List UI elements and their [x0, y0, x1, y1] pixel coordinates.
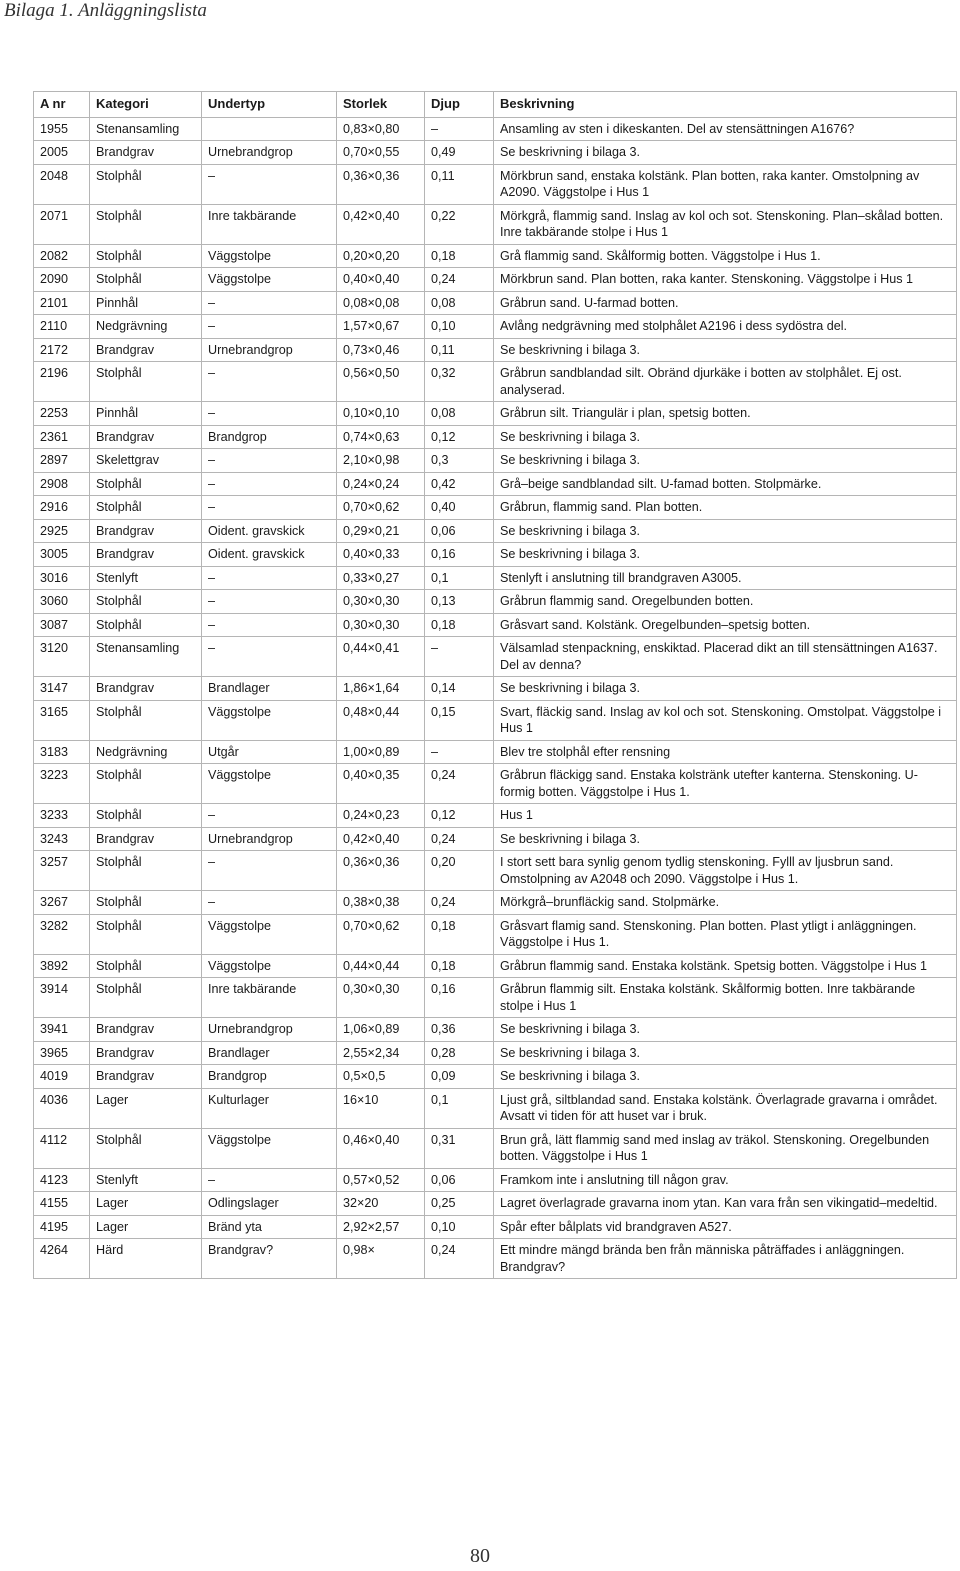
cell-djup: 0,22 [425, 204, 494, 244]
header-beskrivning: Beskrivning [494, 92, 957, 118]
table-row [34, 244, 957, 268]
cell-undertyp: Urnebrandgrop [202, 827, 337, 851]
cell-kategori: Stolphål [90, 164, 202, 204]
cell-undertyp: Väggstolpe [202, 268, 337, 292]
cell-kategori: Stolphål [90, 914, 202, 954]
cell-beskrivning: Välsamlad stenpackning, enskiktad. Placerad dikt an till stensättningen A1637. Del av denna? [494, 637, 957, 677]
cell-beskrivning: Stenlyft i anslutning till brandgraven A3005. [494, 566, 957, 590]
table-row [34, 268, 957, 292]
cell-djup: 0,16 [425, 543, 494, 567]
cell-kategori: Stolphål [90, 613, 202, 637]
cell-kategori: Stolphål [90, 700, 202, 740]
cell-undertyp: Oident. gravskick [202, 519, 337, 543]
cell-djup: 0,10 [425, 315, 494, 339]
cell-kategori: Brandgrav [90, 827, 202, 851]
table-row [34, 804, 957, 828]
cell-kategori: Härd [90, 1239, 202, 1279]
cell-a-nr: 4123 [34, 1168, 90, 1192]
cell-storlek: 0,24×0,24 [337, 472, 425, 496]
table-row [34, 613, 957, 637]
cell-djup: 0,20 [425, 851, 494, 891]
cell-beskrivning: Se beskrivning i bilaga 3. [494, 827, 957, 851]
cell-beskrivning: Se beskrivning i bilaga 3. [494, 519, 957, 543]
cell-beskrivning: Mörkbrun sand, enstaka kolstänk. Plan botten, raka kanter. Omstolpning av A2090. Väggstolpe i Hus 1 [494, 164, 957, 204]
cell-storlek: 0,38×0,38 [337, 891, 425, 915]
cell-djup: 0,24 [425, 827, 494, 851]
cell-a-nr: 3941 [34, 1018, 90, 1042]
cell-djup: 0,12 [425, 425, 494, 449]
cell-undertyp: – [202, 637, 337, 677]
header-a-nr: A nr [34, 92, 90, 118]
cell-beskrivning: Brun grå, lätt flammig sand med inslag av träkol. Stenskoning. Oregelbunden botten. Väggstolpe i Hus 1 [494, 1128, 957, 1168]
cell-kategori: Brandgrav [90, 519, 202, 543]
cell-undertyp: Utgår [202, 740, 337, 764]
cell-beskrivning: Ljust grå, siltblandad sand. Enstaka kolstänk. Överlagrade gravarna i området. Avsatt vi tiden för att huset var i bruk. [494, 1088, 957, 1128]
cell-undertyp: Brandgrav? [202, 1239, 337, 1279]
cell-kategori: Lager [90, 1192, 202, 1216]
cell-a-nr: 4019 [34, 1065, 90, 1089]
cell-storlek: 0,36×0,36 [337, 164, 425, 204]
cell-beskrivning: Gråbrun flammig silt. Enstaka kolstänk. Skålformig botten. Inre takbärande stolpe i Hus 1 [494, 978, 957, 1018]
cell-djup: 0,24 [425, 764, 494, 804]
table-row [34, 827, 957, 851]
cell-beskrivning: Gråsvart flamig sand. Stenskoning. Plan botten. Plast ytligt i anläggningen. Väggstolpe i Hus 1. [494, 914, 957, 954]
cell-djup: 0,16 [425, 978, 494, 1018]
cell-storlek: 0,70×0,55 [337, 141, 425, 165]
cell-undertyp: Inre takbärande [202, 978, 337, 1018]
table-row [34, 764, 957, 804]
cell-kategori: Stolphål [90, 496, 202, 520]
cell-a-nr: 2071 [34, 204, 90, 244]
table-row [34, 543, 957, 567]
table-row [34, 496, 957, 520]
cell-undertyp: – [202, 449, 337, 473]
cell-storlek: 1,00×0,89 [337, 740, 425, 764]
table-row [34, 1168, 957, 1192]
cell-kategori: Brandgrav [90, 1018, 202, 1042]
cell-kategori: Brandgrav [90, 1065, 202, 1089]
cell-djup: 0,08 [425, 291, 494, 315]
cell-storlek: 0,08×0,08 [337, 291, 425, 315]
cell-kategori: Stolphål [90, 472, 202, 496]
table-row [34, 141, 957, 165]
cell-djup: 0,12 [425, 804, 494, 828]
cell-a-nr: 3223 [34, 764, 90, 804]
cell-a-nr: 4112 [34, 1128, 90, 1168]
cell-beskrivning: Gråbrun, flammig sand. Plan botten. [494, 496, 957, 520]
cell-djup: 0,40 [425, 496, 494, 520]
cell-beskrivning: Se beskrivning i bilaga 3. [494, 449, 957, 473]
cell-undertyp: Urnebrandgrop [202, 1018, 337, 1042]
cell-undertyp: – [202, 1168, 337, 1192]
cell-beskrivning: Spår efter bålplats vid brandgraven A527. [494, 1215, 957, 1239]
cell-a-nr: 2916 [34, 496, 90, 520]
page-number: 80 [470, 1545, 490, 1567]
table-row [34, 117, 957, 141]
cell-djup: – [425, 117, 494, 141]
cell-storlek: 0,30×0,30 [337, 613, 425, 637]
cell-undertyp: Urnebrandgrop [202, 141, 337, 165]
cell-undertyp: – [202, 851, 337, 891]
cell-djup: 0,09 [425, 1065, 494, 1089]
cell-storlek: 1,57×0,67 [337, 315, 425, 339]
cell-djup: 0,28 [425, 1041, 494, 1065]
cell-storlek: 0,30×0,30 [337, 590, 425, 614]
cell-a-nr: 3165 [34, 700, 90, 740]
cell-a-nr: 3282 [34, 914, 90, 954]
cell-storlek: 16×10 [337, 1088, 425, 1128]
cell-storlek: 1,06×0,89 [337, 1018, 425, 1042]
cell-kategori: Pinnhål [90, 402, 202, 426]
cell-djup: 0,15 [425, 700, 494, 740]
cell-a-nr: 3016 [34, 566, 90, 590]
cell-storlek: 0,46×0,40 [337, 1128, 425, 1168]
cell-storlek: 0,24×0,23 [337, 804, 425, 828]
table-row [34, 700, 957, 740]
table-row [34, 204, 957, 244]
cell-storlek: 0,40×0,33 [337, 543, 425, 567]
cell-kategori: Stolphål [90, 590, 202, 614]
cell-kategori: Lager [90, 1088, 202, 1128]
cell-djup: 0,18 [425, 613, 494, 637]
cell-kategori: Brandgrav [90, 425, 202, 449]
cell-a-nr: 3087 [34, 613, 90, 637]
cell-storlek: 0,57×0,52 [337, 1168, 425, 1192]
cell-storlek: 2,55×2,34 [337, 1041, 425, 1065]
header-undertyp: Undertyp [202, 92, 337, 118]
table-row [34, 677, 957, 701]
cell-undertyp: – [202, 291, 337, 315]
cell-kategori: Brandgrav [90, 543, 202, 567]
cell-kategori: Brandgrav [90, 1041, 202, 1065]
cell-kategori: Stolphål [90, 891, 202, 915]
cell-kategori: Stolphål [90, 1128, 202, 1168]
cell-storlek: 0,20×0,20 [337, 244, 425, 268]
cell-beskrivning: I stort sett bara synlig genom tydlig stenskoning. Fylll av ljusbrun sand. Omstolpning av A2048 och 2090. Väggstolpe i Hus 1. [494, 851, 957, 891]
cell-undertyp: – [202, 566, 337, 590]
cell-beskrivning: Ansamling av sten i dikeskanten. Del av stensättningen A1676? [494, 117, 957, 141]
cell-djup: 0,3 [425, 449, 494, 473]
cell-kategori: Brandgrav [90, 141, 202, 165]
table-row [34, 449, 957, 473]
cell-djup: 0,1 [425, 566, 494, 590]
cell-a-nr: 1955 [34, 117, 90, 141]
cell-a-nr: 3892 [34, 954, 90, 978]
cell-a-nr: 2090 [34, 268, 90, 292]
cell-a-nr: 2253 [34, 402, 90, 426]
cell-storlek: 0,33×0,27 [337, 566, 425, 590]
cell-a-nr: 3183 [34, 740, 90, 764]
table-row [34, 566, 957, 590]
cell-storlek: 32×20 [337, 1192, 425, 1216]
cell-beskrivning: Gråbrun sandblandad silt. Obränd djurkäke i botten av stolphålet. Ej ost. analyserad. [494, 362, 957, 402]
table-row [34, 315, 957, 339]
cell-djup: 0,32 [425, 362, 494, 402]
feature-table [33, 91, 957, 1279]
table-row [34, 402, 957, 426]
cell-undertyp: Urnebrandgrop [202, 338, 337, 362]
cell-beskrivning: Gråbrun flammig sand. Enstaka kolstänk. Spetsig botten. Väggstolpe i Hus 1 [494, 954, 957, 978]
cell-kategori: Stolphål [90, 244, 202, 268]
cell-storlek: 0,48×0,44 [337, 700, 425, 740]
cell-a-nr: 4036 [34, 1088, 90, 1128]
cell-beskrivning: Se beskrivning i bilaga 3. [494, 338, 957, 362]
table-row [34, 1192, 957, 1216]
cell-beskrivning: Hus 1 [494, 804, 957, 828]
table-row [34, 1215, 957, 1239]
cell-beskrivning: Mörkbrun sand. Plan botten, raka kanter. Stenskoning. Väggstolpe i Hus 1 [494, 268, 957, 292]
cell-storlek: 0,40×0,35 [337, 764, 425, 804]
cell-beskrivning: Se beskrivning i bilaga 3. [494, 141, 957, 165]
cell-djup: 0,42 [425, 472, 494, 496]
cell-kategori: Stolphål [90, 978, 202, 1018]
cell-djup: 0,11 [425, 164, 494, 204]
cell-djup: 0,49 [425, 141, 494, 165]
cell-kategori: Stolphål [90, 362, 202, 402]
table-row [34, 291, 957, 315]
cell-djup: 0,24 [425, 268, 494, 292]
table-row [34, 472, 957, 496]
cell-djup: – [425, 637, 494, 677]
table-header-row [34, 92, 957, 118]
cell-beskrivning: Grå flammig sand. Skålformig botten. Väggstolpe i Hus 1. [494, 244, 957, 268]
cell-undertyp: Väggstolpe [202, 914, 337, 954]
cell-kategori: Nedgrävning [90, 315, 202, 339]
table-row [34, 978, 957, 1018]
cell-undertyp: Oident. gravskick [202, 543, 337, 567]
cell-a-nr: 3060 [34, 590, 90, 614]
cell-storlek: 0,74×0,63 [337, 425, 425, 449]
cell-undertyp: Väggstolpe [202, 1128, 337, 1168]
cell-kategori: Pinnhål [90, 291, 202, 315]
cell-djup: 0,14 [425, 677, 494, 701]
cell-kategori: Stenansamling [90, 117, 202, 141]
cell-storlek: 1,86×1,64 [337, 677, 425, 701]
cell-undertyp: – [202, 613, 337, 637]
cell-undertyp: Kulturlager [202, 1088, 337, 1128]
cell-beskrivning: Mörkgrå, flammig sand. Inslag av kol och sot. Stenskoning. Plan–skålad botten. Inre takbärande stolpe i Hus 1 [494, 204, 957, 244]
cell-undertyp: Brandlager [202, 677, 337, 701]
cell-djup: 0,36 [425, 1018, 494, 1042]
cell-undertyp: Bränd yta [202, 1215, 337, 1239]
table-row [34, 1088, 957, 1128]
table-row [34, 914, 957, 954]
table-row [34, 637, 957, 677]
cell-djup: 0,13 [425, 590, 494, 614]
cell-a-nr: 3243 [34, 827, 90, 851]
cell-djup: 0,18 [425, 914, 494, 954]
cell-undertyp: – [202, 472, 337, 496]
table-row [34, 1128, 957, 1168]
cell-kategori: Stenlyft [90, 1168, 202, 1192]
cell-djup: 0,06 [425, 1168, 494, 1192]
cell-a-nr: 2925 [34, 519, 90, 543]
cell-beskrivning: Se beskrivning i bilaga 3. [494, 1065, 957, 1089]
cell-storlek: 0,10×0,10 [337, 402, 425, 426]
cell-undertyp: Väggstolpe [202, 700, 337, 740]
cell-kategori: Stolphål [90, 764, 202, 804]
table-row [34, 1239, 957, 1279]
cell-beskrivning: Se beskrivning i bilaga 3. [494, 677, 957, 701]
cell-djup: 0,24 [425, 1239, 494, 1279]
cell-a-nr: 3267 [34, 891, 90, 915]
table-row [34, 338, 957, 362]
cell-storlek: 0,42×0,40 [337, 827, 425, 851]
cell-undertyp: – [202, 164, 337, 204]
cell-undertyp: – [202, 315, 337, 339]
cell-undertyp [202, 117, 337, 141]
table-row [34, 164, 957, 204]
table-row [34, 891, 957, 915]
table-row [34, 1065, 957, 1089]
cell-beskrivning: Se beskrivning i bilaga 3. [494, 543, 957, 567]
cell-undertyp: Inre takbärande [202, 204, 337, 244]
cell-undertyp: Brandgrop [202, 1065, 337, 1089]
table-row [34, 1041, 957, 1065]
cell-beskrivning: Se beskrivning i bilaga 3. [494, 1018, 957, 1042]
cell-storlek: 2,92×2,57 [337, 1215, 425, 1239]
table-row [34, 425, 957, 449]
cell-storlek: 0,5×0,5 [337, 1065, 425, 1089]
cell-undertyp: Brandgrop [202, 425, 337, 449]
cell-a-nr: 3147 [34, 677, 90, 701]
cell-a-nr: 3005 [34, 543, 90, 567]
cell-storlek: 0,30×0,30 [337, 978, 425, 1018]
cell-storlek: 0,83×0,80 [337, 117, 425, 141]
cell-a-nr: 3914 [34, 978, 90, 1018]
cell-a-nr: 4155 [34, 1192, 90, 1216]
cell-a-nr: 3965 [34, 1041, 90, 1065]
cell-kategori: Stolphål [90, 804, 202, 828]
cell-beskrivning: Grå–beige sandblandad silt. U-famad botten. Stolpmärke. [494, 472, 957, 496]
cell-storlek: 0,36×0,36 [337, 851, 425, 891]
cell-undertyp: – [202, 362, 337, 402]
cell-djup: 0,31 [425, 1128, 494, 1168]
cell-beskrivning: Svart, fläckig sand. Inslag av kol och sot. Stenskoning. Omstolpat. Väggstolpe i Hus 1 [494, 700, 957, 740]
cell-undertyp: Väggstolpe [202, 244, 337, 268]
cell-beskrivning: Gråbrun fläckigg sand. Enstaka kolstränk utefter kanterna. Stenskoning. U-formig botten. Väggstolpe i Hus 1. [494, 764, 957, 804]
cell-a-nr: 2172 [34, 338, 90, 362]
table-row [34, 362, 957, 402]
cell-storlek: 0,40×0,40 [337, 268, 425, 292]
cell-kategori: Stolphål [90, 851, 202, 891]
cell-kategori: Nedgrävning [90, 740, 202, 764]
cell-storlek: 0,44×0,41 [337, 637, 425, 677]
cell-djup: 0,24 [425, 891, 494, 915]
cell-undertyp: Brandlager [202, 1041, 337, 1065]
cell-beskrivning: Lagret överlagrade gravarna inom ytan. Kan vara från sen vikingatid–medeltid. [494, 1192, 957, 1216]
cell-beskrivning: Se beskrivning i bilaga 3. [494, 1041, 957, 1065]
cell-beskrivning: Gråbrun silt. Triangulär i plan, spetsig botten. [494, 402, 957, 426]
cell-undertyp: Väggstolpe [202, 954, 337, 978]
cell-a-nr: 2110 [34, 315, 90, 339]
cell-undertyp: – [202, 496, 337, 520]
cell-undertyp: Odlingslager [202, 1192, 337, 1216]
page-heading: Bilaga 1. Anläggningslista [4, 0, 207, 21]
cell-storlek: 0,73×0,46 [337, 338, 425, 362]
table-body [34, 117, 957, 1279]
cell-storlek: 0,44×0,44 [337, 954, 425, 978]
table-row [34, 851, 957, 891]
cell-djup: 0,18 [425, 244, 494, 268]
cell-djup: – [425, 740, 494, 764]
cell-kategori: Stenlyft [90, 566, 202, 590]
cell-undertyp: – [202, 804, 337, 828]
cell-storlek: 0,70×0,62 [337, 914, 425, 954]
cell-a-nr: 4195 [34, 1215, 90, 1239]
cell-beskrivning: Ett mindre mängd brända ben från människa påträffades i anläggningen. Brandgrav? [494, 1239, 957, 1279]
cell-undertyp: – [202, 590, 337, 614]
cell-djup: 0,11 [425, 338, 494, 362]
cell-beskrivning: Blev tre stolphål efter rensning [494, 740, 957, 764]
cell-a-nr: 2048 [34, 164, 90, 204]
cell-a-nr: 2361 [34, 425, 90, 449]
cell-beskrivning: Gråbrun flammig sand. Oregelbunden botten. [494, 590, 957, 614]
cell-undertyp: – [202, 891, 337, 915]
cell-djup: 0,08 [425, 402, 494, 426]
cell-kategori: Stolphål [90, 954, 202, 978]
cell-a-nr: 2897 [34, 449, 90, 473]
cell-undertyp: Väggstolpe [202, 764, 337, 804]
cell-storlek: 0,29×0,21 [337, 519, 425, 543]
cell-djup: 0,18 [425, 954, 494, 978]
header-storlek: Storlek [337, 92, 425, 118]
cell-beskrivning: Avlång nedgrävning med stolphålet A2196 i dess sydöstra del. [494, 315, 957, 339]
cell-kategori: Brandgrav [90, 338, 202, 362]
cell-storlek: 0,70×0,62 [337, 496, 425, 520]
cell-a-nr: 3257 [34, 851, 90, 891]
header-djup: Djup [425, 92, 494, 118]
header-kategori: Kategori [90, 92, 202, 118]
cell-beskrivning: Mörkgrå–brunfläckig sand. Stolpmärke. [494, 891, 957, 915]
cell-undertyp: – [202, 402, 337, 426]
cell-beskrivning: Gråsvart sand. Kolstänk. Oregelbunden–spetsig botten. [494, 613, 957, 637]
cell-kategori: Stolphål [90, 268, 202, 292]
table-row [34, 590, 957, 614]
cell-beskrivning: Framkom inte i anslutning till någon grav. [494, 1168, 957, 1192]
cell-djup: 0,10 [425, 1215, 494, 1239]
cell-kategori: Brandgrav [90, 677, 202, 701]
table-row [34, 1018, 957, 1042]
cell-storlek: 2,10×0,98 [337, 449, 425, 473]
cell-a-nr: 2196 [34, 362, 90, 402]
cell-a-nr: 4264 [34, 1239, 90, 1279]
cell-storlek: 0,98× [337, 1239, 425, 1279]
cell-kategori: Lager [90, 1215, 202, 1239]
cell-beskrivning: Gråbrun sand. U-farmad botten. [494, 291, 957, 315]
table-row [34, 954, 957, 978]
cell-djup: 0,06 [425, 519, 494, 543]
cell-kategori: Stenansamling [90, 637, 202, 677]
cell-a-nr: 2101 [34, 291, 90, 315]
cell-a-nr: 2082 [34, 244, 90, 268]
cell-storlek: 0,42×0,40 [337, 204, 425, 244]
table-row [34, 740, 957, 764]
cell-djup: 0,1 [425, 1088, 494, 1128]
cell-a-nr: 2908 [34, 472, 90, 496]
cell-djup: 0,25 [425, 1192, 494, 1216]
cell-a-nr: 3120 [34, 637, 90, 677]
cell-a-nr: 2005 [34, 141, 90, 165]
cell-kategori: Stolphål [90, 204, 202, 244]
table-row [34, 519, 957, 543]
cell-storlek: 0,56×0,50 [337, 362, 425, 402]
cell-kategori: Skelettgrav [90, 449, 202, 473]
cell-a-nr: 3233 [34, 804, 90, 828]
cell-beskrivning: Se beskrivning i bilaga 3. [494, 425, 957, 449]
